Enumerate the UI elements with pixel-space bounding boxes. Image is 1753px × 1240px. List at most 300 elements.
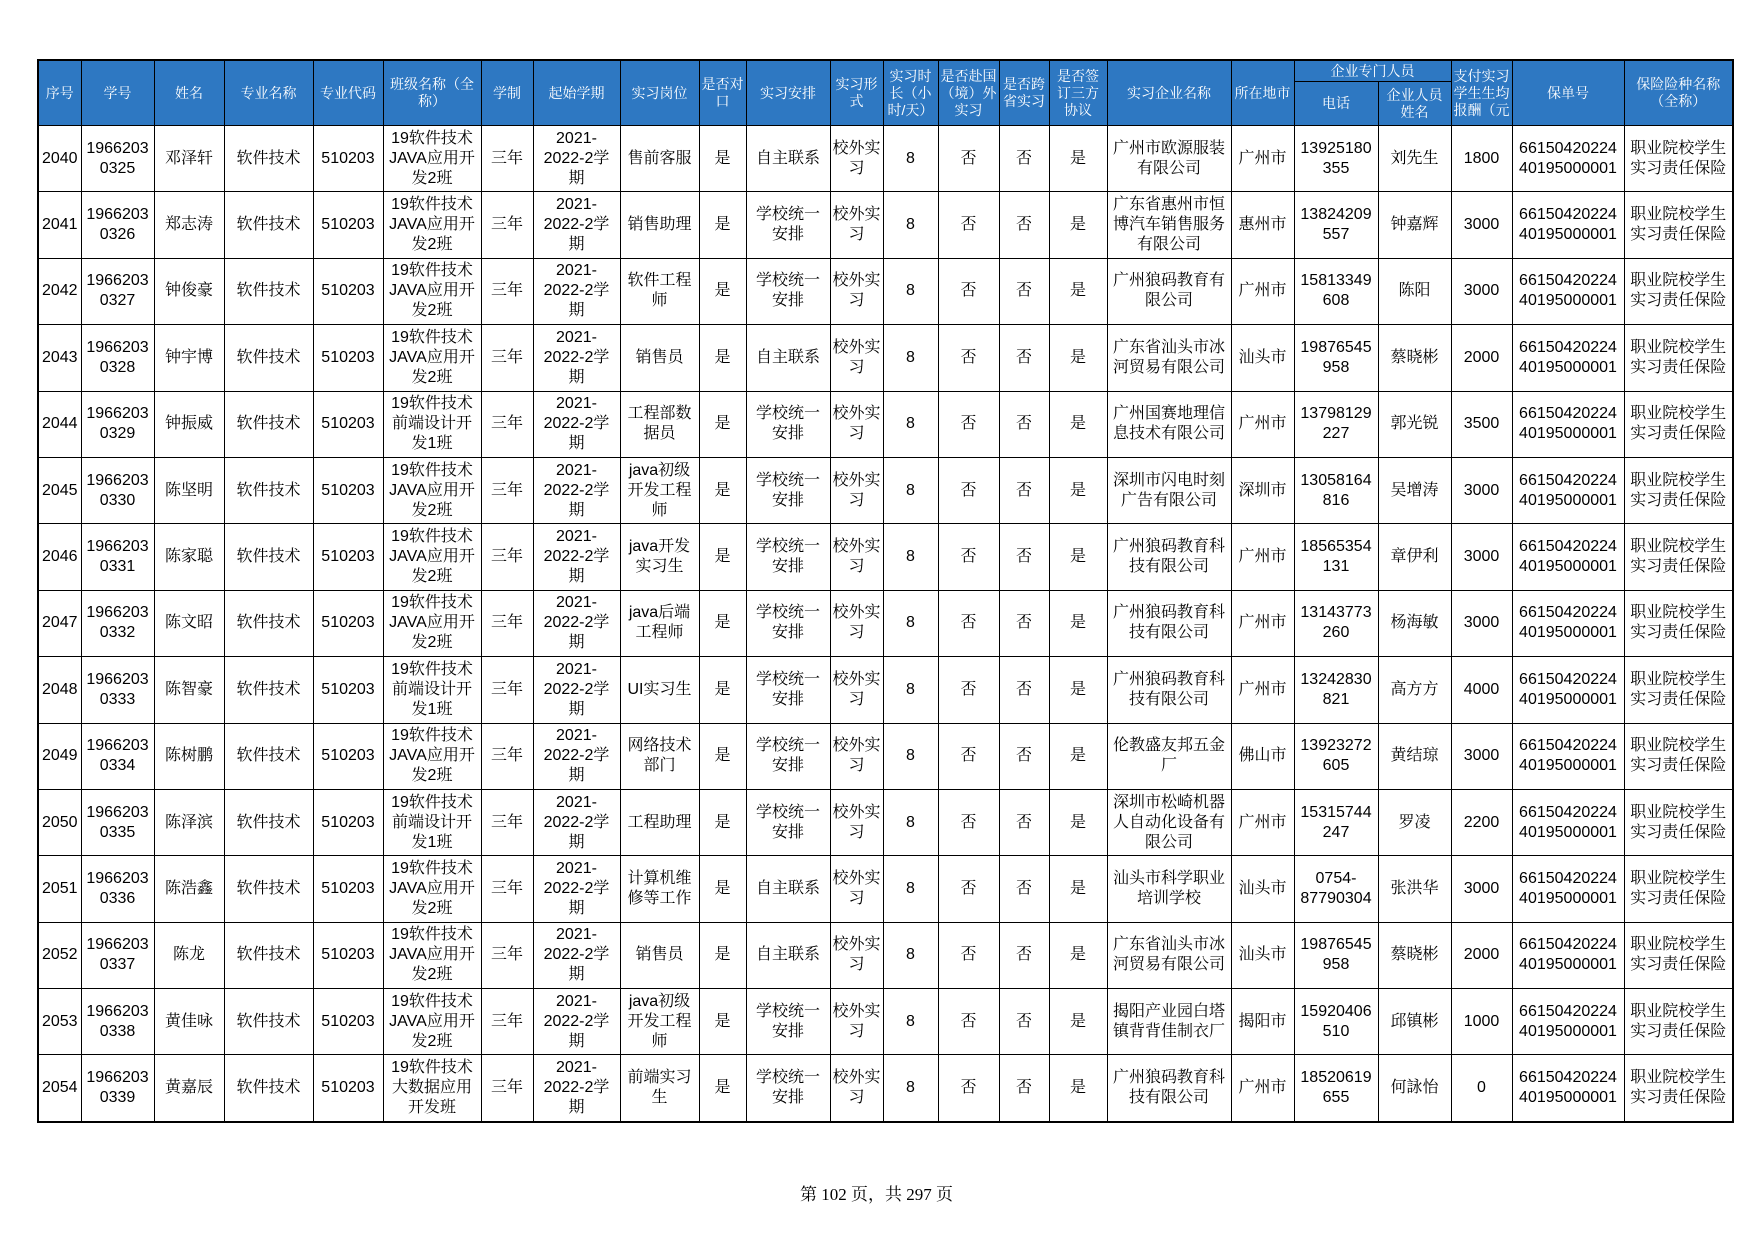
contact-text: 高方方	[1390, 680, 1439, 698]
cell-name	[154, 457, 224, 523]
cell-duration	[481, 723, 533, 789]
cell-name	[154, 657, 224, 723]
arrangement-text: 自主联系	[755, 879, 820, 897]
cell-form	[830, 457, 883, 523]
cell-policy-no	[1512, 391, 1624, 457]
cell-position	[620, 856, 699, 922]
cell-cross-province	[999, 657, 1049, 723]
form-text: 校外实习	[832, 206, 881, 244]
table-row	[38, 192, 1733, 258]
header-position	[620, 60, 699, 126]
major-code-text: 510203	[321, 415, 375, 433]
student-id-text: 19662030327	[86, 272, 149, 310]
cell-student-id	[81, 657, 154, 723]
header-arrangement-label: 实习安排	[760, 84, 816, 101]
cell-class-name	[383, 922, 481, 988]
seq-text: 2041	[41, 216, 78, 234]
insurance-text: 职业院校学生实习责任保险	[1630, 139, 1727, 177]
start-term-text: 2021-2022-2学期	[543, 528, 610, 586]
cell-city	[1231, 789, 1294, 855]
student-id-text: 19662030325	[86, 139, 149, 177]
cell-position	[620, 126, 699, 192]
policy-no-text: 6615042022440195000001	[1519, 405, 1617, 443]
cell-tripartite	[1049, 657, 1107, 723]
contact-text: 吴增涛	[1390, 481, 1439, 499]
header-duration	[481, 60, 533, 126]
abroad-text: 否	[960, 216, 977, 234]
cell-contact	[1378, 1055, 1451, 1122]
cell-phone	[1294, 192, 1378, 258]
cell-tripartite	[1049, 325, 1107, 391]
hours-text: 8	[906, 1012, 915, 1030]
seq-text: 2040	[41, 149, 78, 167]
cell-major-code	[313, 989, 383, 1055]
cell-cross-province	[999, 457, 1049, 523]
cell-matched	[699, 856, 746, 922]
cell-abroad	[938, 856, 999, 922]
form-text: 校外实习	[832, 670, 881, 708]
cell-name	[154, 856, 224, 922]
insurance-text: 职业院校学生实习责任保险	[1630, 604, 1727, 642]
seq-text: 2046	[41, 548, 78, 566]
matched-text: 是	[714, 1079, 731, 1097]
major-code-text: 510203	[321, 282, 375, 300]
cell-cross-province	[999, 789, 1049, 855]
policy-no-text: 6615042022440195000001	[1519, 471, 1617, 509]
cell-hours	[883, 258, 938, 324]
cell-company	[1107, 723, 1231, 789]
tripartite-text: 是	[1069, 348, 1086, 366]
cell-student-id	[81, 524, 154, 590]
cell-matched	[699, 192, 746, 258]
header-form	[830, 60, 883, 126]
cell-pay	[1451, 723, 1512, 789]
cell-abroad	[938, 325, 999, 391]
cell-policy-no	[1512, 723, 1624, 789]
major-code-text: 510203	[321, 348, 375, 366]
cell-major	[224, 1055, 313, 1122]
cell-position	[620, 1055, 699, 1122]
arrangement-text: 学校统一安排	[755, 737, 820, 775]
cell-phone	[1294, 1055, 1378, 1122]
cell-duration	[481, 258, 533, 324]
position-text: java初级开发工程师	[627, 992, 692, 1050]
duration-text: 三年	[490, 614, 523, 632]
matched-text: 是	[714, 1012, 731, 1030]
name-text: 邓泽轩	[164, 149, 213, 167]
cell-seq	[38, 657, 81, 723]
cell-start-term	[533, 989, 620, 1055]
header-seq	[38, 60, 81, 126]
table-row	[38, 325, 1733, 391]
position-text: 网络技术部门	[627, 737, 692, 775]
start-term-text: 2021-2022-2学期	[543, 727, 610, 785]
policy-no-text: 6615042022440195000001	[1519, 139, 1617, 177]
cell-policy-no	[1512, 657, 1624, 723]
cell-policy-no	[1512, 590, 1624, 656]
start-term-text: 2021-2022-2学期	[543, 793, 610, 851]
cell-hours	[883, 856, 938, 922]
tripartite-text: 是	[1069, 216, 1086, 234]
cell-policy-no	[1512, 922, 1624, 988]
cross-province-text: 否	[1015, 548, 1032, 566]
cell-position	[620, 457, 699, 523]
header-tripartite	[1049, 60, 1107, 126]
cell-seq	[38, 723, 81, 789]
hours-text: 8	[906, 348, 915, 366]
student-id-text: 19662030330	[86, 471, 149, 509]
header-abroad-label: 是否赴国（境）外实习	[940, 67, 997, 118]
cell-form	[830, 723, 883, 789]
cell-contact	[1378, 723, 1451, 789]
cell-policy-no	[1512, 258, 1624, 324]
abroad-text: 否	[960, 879, 977, 897]
hours-text: 8	[906, 680, 915, 698]
cell-pay	[1451, 922, 1512, 988]
cell-seq	[38, 922, 81, 988]
cell-policy-no	[1512, 989, 1624, 1055]
cell-student-id	[81, 723, 154, 789]
cell-start-term	[533, 590, 620, 656]
header-major	[224, 60, 313, 126]
cross-province-text: 否	[1015, 415, 1032, 433]
table-row	[38, 126, 1733, 192]
policy-no-text: 6615042022440195000001	[1519, 1069, 1617, 1107]
table-row	[38, 723, 1733, 789]
student-id-text: 19662030328	[86, 338, 149, 376]
position-text: 计算机维修等工作	[627, 869, 692, 907]
internship-table	[37, 59, 1734, 1123]
cell-major	[224, 989, 313, 1055]
cell-arrangement	[746, 657, 830, 723]
header-insurance	[1624, 60, 1733, 126]
matched-text: 是	[714, 548, 731, 566]
cell-tripartite	[1049, 590, 1107, 656]
class-name-text: 19软件技术JAVA应用开发2班	[389, 461, 475, 519]
contact-text: 杨海敏	[1390, 614, 1439, 632]
class-name-text: 19软件技术JAVA应用开发2班	[389, 196, 475, 254]
cell-tripartite	[1049, 457, 1107, 523]
cell-insurance	[1624, 258, 1733, 324]
cell-contact	[1378, 325, 1451, 391]
seq-text: 2053	[41, 1012, 78, 1030]
cell-pay	[1451, 590, 1512, 656]
cell-insurance	[1624, 789, 1733, 855]
header-position-label: 实习岗位	[631, 84, 688, 101]
header-city	[1231, 60, 1294, 126]
header-phone	[1294, 82, 1378, 126]
cell-student-id	[81, 922, 154, 988]
policy-no-text: 6615042022440195000001	[1519, 670, 1617, 708]
hours-text: 8	[906, 282, 915, 300]
cell-insurance	[1624, 590, 1733, 656]
cell-major-code	[313, 391, 383, 457]
company-text: 广州狼码教育科技有限公司	[1112, 670, 1225, 708]
header-pay-label: 支付实习学生生均报酬（元	[1453, 67, 1510, 118]
cell-tripartite	[1049, 1055, 1107, 1122]
cell-hours	[883, 922, 938, 988]
student-id-text: 19662030335	[86, 803, 149, 841]
class-name-text: 19软件技术JAVA应用开发2班	[389, 727, 475, 785]
cell-city	[1231, 590, 1294, 656]
cell-contact	[1378, 457, 1451, 523]
header-phone-label: 电话	[1322, 95, 1350, 111]
cell-duration	[481, 590, 533, 656]
cell-student-id	[81, 325, 154, 391]
cell-policy-no	[1512, 457, 1624, 523]
major-text: 软件技术	[236, 1012, 301, 1030]
cell-hours	[883, 590, 938, 656]
cell-arrangement	[746, 325, 830, 391]
header-hours	[883, 60, 938, 126]
start-term-text: 2021-2022-2学期	[543, 395, 610, 453]
cell-cross-province	[999, 922, 1049, 988]
seq-text: 2047	[41, 614, 78, 632]
abroad-text: 否	[960, 1079, 977, 1097]
position-text: 软件工程师	[627, 272, 692, 310]
cell-phone	[1294, 325, 1378, 391]
company-text: 广州狼码教育科技有限公司	[1112, 538, 1225, 576]
name-text: 陈坚明	[164, 481, 213, 499]
cell-company	[1107, 657, 1231, 723]
cell-contact	[1378, 657, 1451, 723]
position-text: java开发实习生	[628, 538, 691, 576]
duration-text: 三年	[490, 548, 523, 566]
cell-seq	[38, 590, 81, 656]
cell-class-name	[383, 457, 481, 523]
major-text: 软件技术	[236, 216, 301, 234]
seq-text: 2054	[41, 1079, 78, 1097]
hours-text: 8	[906, 879, 915, 897]
city-text: 广州市	[1238, 614, 1287, 632]
cell-insurance	[1624, 1055, 1733, 1122]
matched-text: 是	[714, 879, 731, 897]
cell-arrangement	[746, 391, 830, 457]
arrangement-text: 学校统一安排	[755, 1069, 820, 1107]
cell-form	[830, 989, 883, 1055]
header-tripartite-label: 是否签订三方协议	[1057, 67, 1099, 118]
city-text: 广州市	[1238, 282, 1287, 300]
hours-text: 8	[906, 813, 915, 831]
cell-major	[224, 723, 313, 789]
matched-text: 是	[714, 415, 731, 433]
cross-province-text: 否	[1015, 348, 1032, 366]
header-contact-label: 企业人员姓名	[1386, 86, 1443, 120]
cell-form	[830, 1055, 883, 1122]
cell-name	[154, 922, 224, 988]
cell-arrangement	[746, 126, 830, 192]
cell-name	[154, 192, 224, 258]
seq-text: 2049	[41, 747, 78, 765]
name-text: 黄佳咏	[164, 1012, 213, 1030]
cell-name	[154, 258, 224, 324]
cell-name	[154, 789, 224, 855]
cell-company	[1107, 524, 1231, 590]
tripartite-text: 是	[1069, 1079, 1086, 1097]
tripartite-text: 是	[1069, 680, 1086, 698]
cell-phone	[1294, 856, 1378, 922]
cell-start-term	[533, 856, 620, 922]
hours-text: 8	[906, 548, 915, 566]
cell-city	[1231, 192, 1294, 258]
insurance-text: 职业院校学生实习责任保险	[1630, 471, 1727, 509]
cell-hours	[883, 723, 938, 789]
policy-no-text: 6615042022440195000001	[1519, 206, 1617, 244]
cell-insurance	[1624, 989, 1733, 1055]
name-text: 陈浩鑫	[164, 879, 213, 897]
cell-position	[620, 723, 699, 789]
cell-position	[620, 524, 699, 590]
pay-text: 1000	[1463, 1012, 1500, 1030]
phone-text: 15813349608	[1300, 272, 1372, 310]
pay-text: 4000	[1463, 680, 1500, 698]
class-name-text: 19软件技术JAVA应用开发2班	[389, 129, 475, 187]
name-text: 陈智豪	[164, 680, 213, 698]
cell-phone	[1294, 723, 1378, 789]
cell-student-id	[81, 989, 154, 1055]
city-text: 深圳市	[1238, 481, 1287, 499]
cell-seq	[38, 457, 81, 523]
arrangement-text: 学校统一安排	[755, 272, 820, 310]
pay-text: 3000	[1463, 216, 1500, 234]
cell-start-term	[533, 457, 620, 523]
abroad-text: 否	[960, 747, 977, 765]
cell-abroad	[938, 391, 999, 457]
cell-arrangement	[746, 258, 830, 324]
cell-major	[224, 457, 313, 523]
student-id-text: 19662030337	[86, 936, 149, 974]
class-name-text: 19软件技术JAVA应用开发2班	[389, 262, 475, 320]
major-text: 软件技术	[236, 415, 301, 433]
cell-company	[1107, 391, 1231, 457]
insurance-text: 职业院校学生实习责任保险	[1630, 405, 1727, 443]
cell-pay	[1451, 856, 1512, 922]
table-row	[38, 789, 1733, 855]
cell-duration	[481, 524, 533, 590]
pay-text: 3000	[1463, 879, 1500, 897]
form-text: 校外实习	[832, 471, 881, 509]
cell-start-term	[533, 524, 620, 590]
duration-text: 三年	[490, 149, 523, 167]
cell-insurance	[1624, 126, 1733, 192]
position-text: 工程助理	[627, 813, 692, 831]
cell-matched	[699, 126, 746, 192]
major-text: 软件技术	[236, 481, 301, 499]
cell-start-term	[533, 789, 620, 855]
student-id-text: 19662030326	[86, 206, 149, 244]
start-term-text: 2021-2022-2学期	[543, 461, 610, 519]
class-name-text: 19软件技术前端设计开发1班	[391, 395, 473, 453]
cell-seq	[38, 1055, 81, 1122]
duration-text: 三年	[490, 747, 523, 765]
phone-text: 18565354131	[1300, 538, 1372, 576]
cell-major	[224, 524, 313, 590]
company-text: 伦教盛友邦五金厂	[1112, 737, 1225, 775]
cell-abroad	[938, 258, 999, 324]
phone-text: 18520619655	[1300, 1069, 1372, 1107]
insurance-text: 职业院校学生实习责任保险	[1630, 670, 1727, 708]
cell-matched	[699, 457, 746, 523]
cell-form	[830, 192, 883, 258]
arrangement-text: 学校统一安排	[755, 405, 820, 443]
cell-hours	[883, 325, 938, 391]
cell-city	[1231, 258, 1294, 324]
cell-duration	[481, 789, 533, 855]
pay-text: 1800	[1463, 149, 1500, 167]
cell-duration	[481, 457, 533, 523]
cell-start-term	[533, 657, 620, 723]
cell-duration	[481, 126, 533, 192]
start-term-text: 2021-2022-2学期	[543, 328, 610, 386]
major-text: 软件技术	[236, 282, 301, 300]
cell-class-name	[383, 126, 481, 192]
cell-pay	[1451, 391, 1512, 457]
city-text: 惠州市	[1238, 216, 1287, 234]
cell-phone	[1294, 391, 1378, 457]
cross-province-text: 否	[1015, 879, 1032, 897]
arrangement-text: 自主联系	[755, 946, 820, 964]
header-major-code-label: 专业代码	[320, 84, 376, 101]
tripartite-text: 是	[1069, 415, 1086, 433]
name-text: 陈文昭	[164, 614, 213, 632]
header-matched	[699, 60, 746, 126]
cell-city	[1231, 126, 1294, 192]
major-code-text: 510203	[321, 548, 375, 566]
cell-company	[1107, 789, 1231, 855]
pay-text: 3000	[1463, 481, 1500, 499]
major-text: 软件技术	[236, 680, 301, 698]
cell-name	[154, 1055, 224, 1122]
tripartite-text: 是	[1069, 548, 1086, 566]
form-text: 校外实习	[832, 139, 881, 177]
name-text: 黄嘉辰	[164, 1079, 213, 1097]
header-class-name-label: 班级名称（全称）	[390, 76, 474, 109]
header-name	[154, 60, 224, 126]
cell-pay	[1451, 524, 1512, 590]
start-term-text: 2021-2022-2学期	[543, 926, 610, 984]
major-code-text: 510203	[321, 481, 375, 499]
cell-major	[224, 789, 313, 855]
pay-text: 2200	[1463, 813, 1500, 831]
cell-student-id	[81, 258, 154, 324]
seq-text: 2048	[41, 680, 78, 698]
seq-text: 2044	[41, 415, 78, 433]
insurance-text: 职业院校学生实习责任保险	[1630, 1002, 1727, 1040]
table-row	[38, 856, 1733, 922]
cell-form	[830, 524, 883, 590]
matched-text: 是	[714, 216, 731, 234]
policy-no-text: 6615042022440195000001	[1519, 737, 1617, 775]
abroad-text: 否	[960, 946, 977, 964]
seq-text: 2052	[41, 946, 78, 964]
phone-text: 0754-87790304	[1300, 869, 1372, 907]
matched-text: 是	[714, 680, 731, 698]
seq-text: 2050	[41, 813, 78, 831]
cell-cross-province	[999, 258, 1049, 324]
hours-text: 8	[906, 149, 915, 167]
cell-phone	[1294, 258, 1378, 324]
policy-no-text: 6615042022440195000001	[1519, 272, 1617, 310]
tripartite-text: 是	[1069, 946, 1086, 964]
cell-phone	[1294, 126, 1378, 192]
cell-abroad	[938, 989, 999, 1055]
phone-text: 19876545958	[1300, 936, 1372, 974]
cell-major-code	[313, 590, 383, 656]
cell-arrangement	[746, 192, 830, 258]
header-policy-no-label: 保单号	[1547, 84, 1589, 101]
cross-province-text: 否	[1015, 813, 1032, 831]
cell-arrangement	[746, 1055, 830, 1122]
